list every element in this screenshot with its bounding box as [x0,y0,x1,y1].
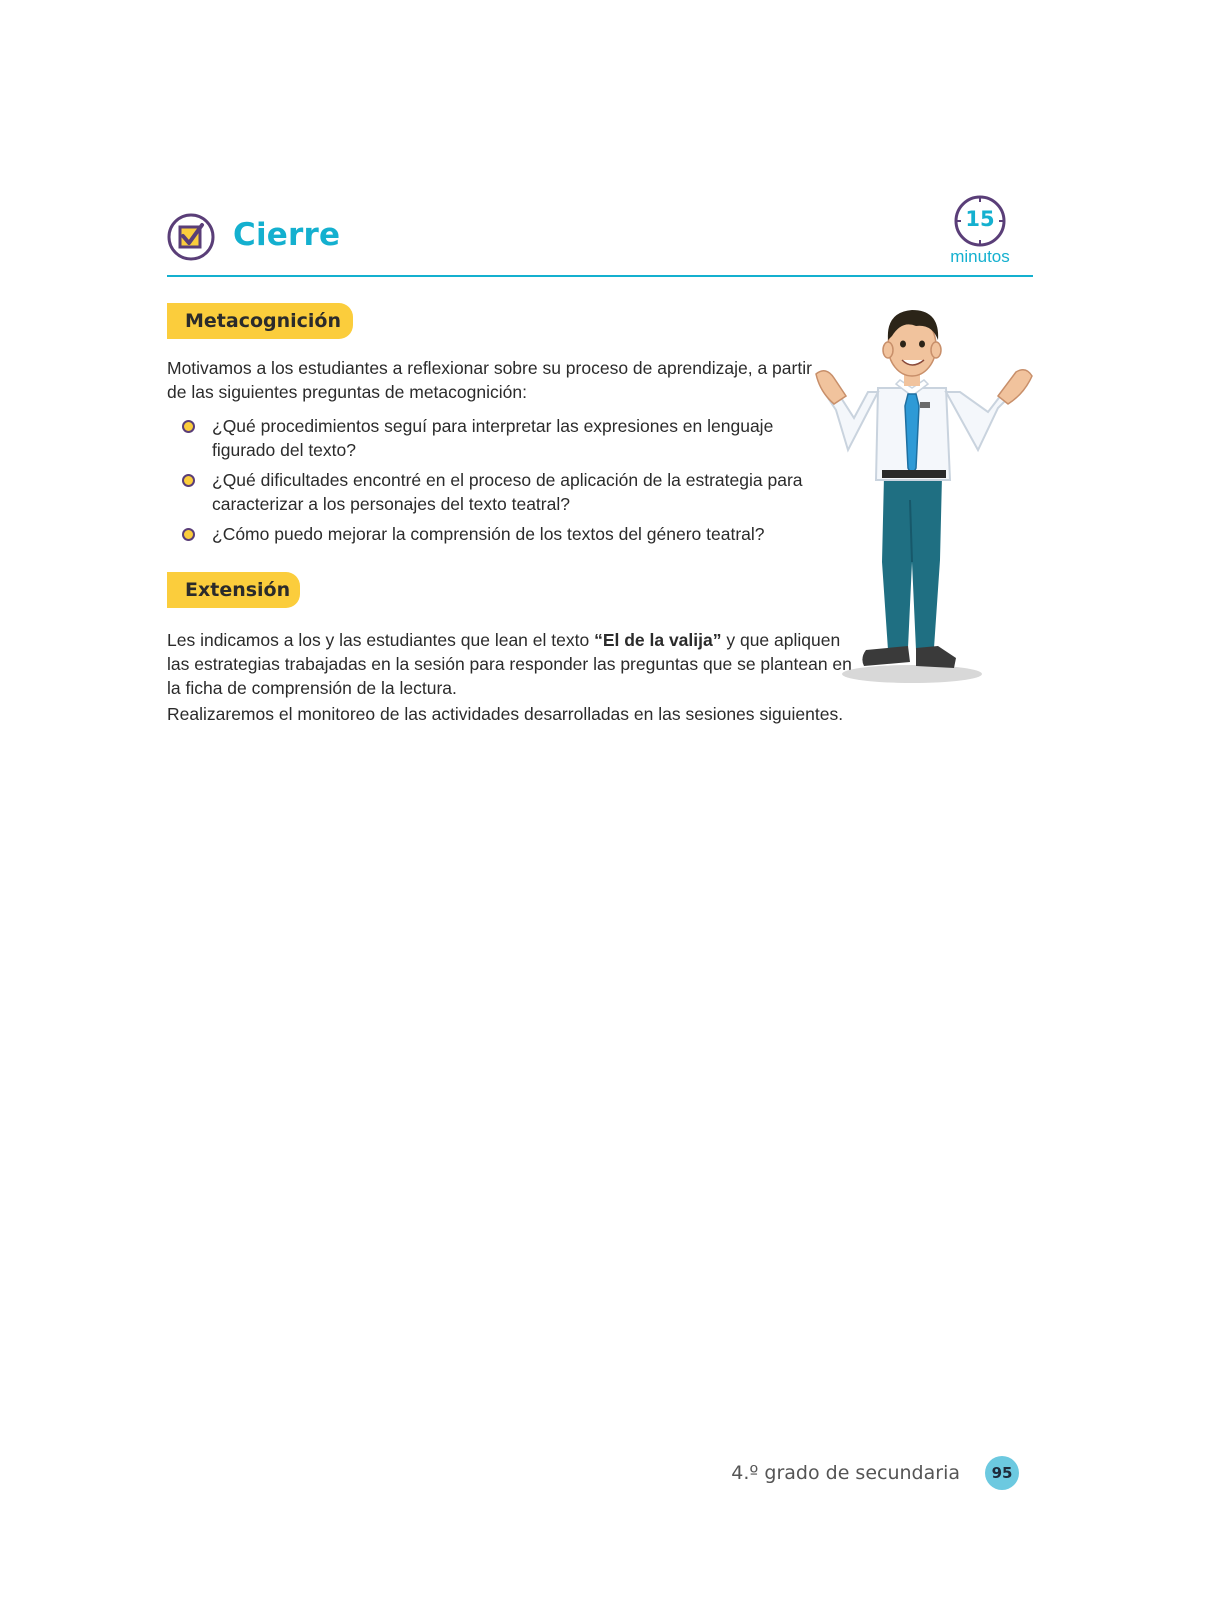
timer-unit: minutos [950,247,1010,266]
bullet-icon [182,474,195,487]
monitoring-paragraph: Realizaremos el monitoreo de las actividades desarrolladas en las sesiones siguientes. [167,704,844,724]
question-text: ¿Qué dificultades encontré en el proceso de aplicación de la estrategia para caracterizar a los personajes del texto teatral? [212,470,803,514]
footer-grade: 4.º grado de secundaria [731,1462,960,1484]
extension-tag: Extensión [167,572,300,608]
metacognition-tag: Metacognición [167,303,353,339]
teacher-illustration [812,300,1038,690]
metacognition-intro: Motivamos a los estudiantes a reflexionar sobre su proceso de aprendizaje, a partir de las siguientes preguntas de metacognición: [167,358,812,402]
extension-paragraph [167,628,857,700]
checkbox-icon [167,213,215,261]
extension-text-start: Les indicamos a los y las estudiantes que lean el texto [167,630,595,650]
book-title: “El de la valija” [594,630,722,650]
page-number: 95 [985,1456,1019,1490]
section-header [167,195,1033,279]
bullet-icon [182,528,195,541]
bullet-icon [182,420,195,433]
header-divider [167,275,1033,277]
list-item [167,468,827,516]
duration-timer [943,195,1017,271]
question-text: ¿Qué procedimientos seguí para interpretar las expresiones en lenguaje figurado del texto? [212,416,774,460]
section-title: Cierre [233,217,341,253]
extension-text-end: y que apliquen las estrategias trabajadas en la sesión para responder las preguntas que se plantean en la ficha de comprensión de la lectura. [167,630,852,698]
question-list [167,414,827,552]
timer-number: 15 [965,207,995,231]
list-item [167,414,827,462]
question-text: ¿Cómo puedo mejorar la comprensión de los textos del género teatral? [212,524,765,544]
list-item [167,522,827,546]
